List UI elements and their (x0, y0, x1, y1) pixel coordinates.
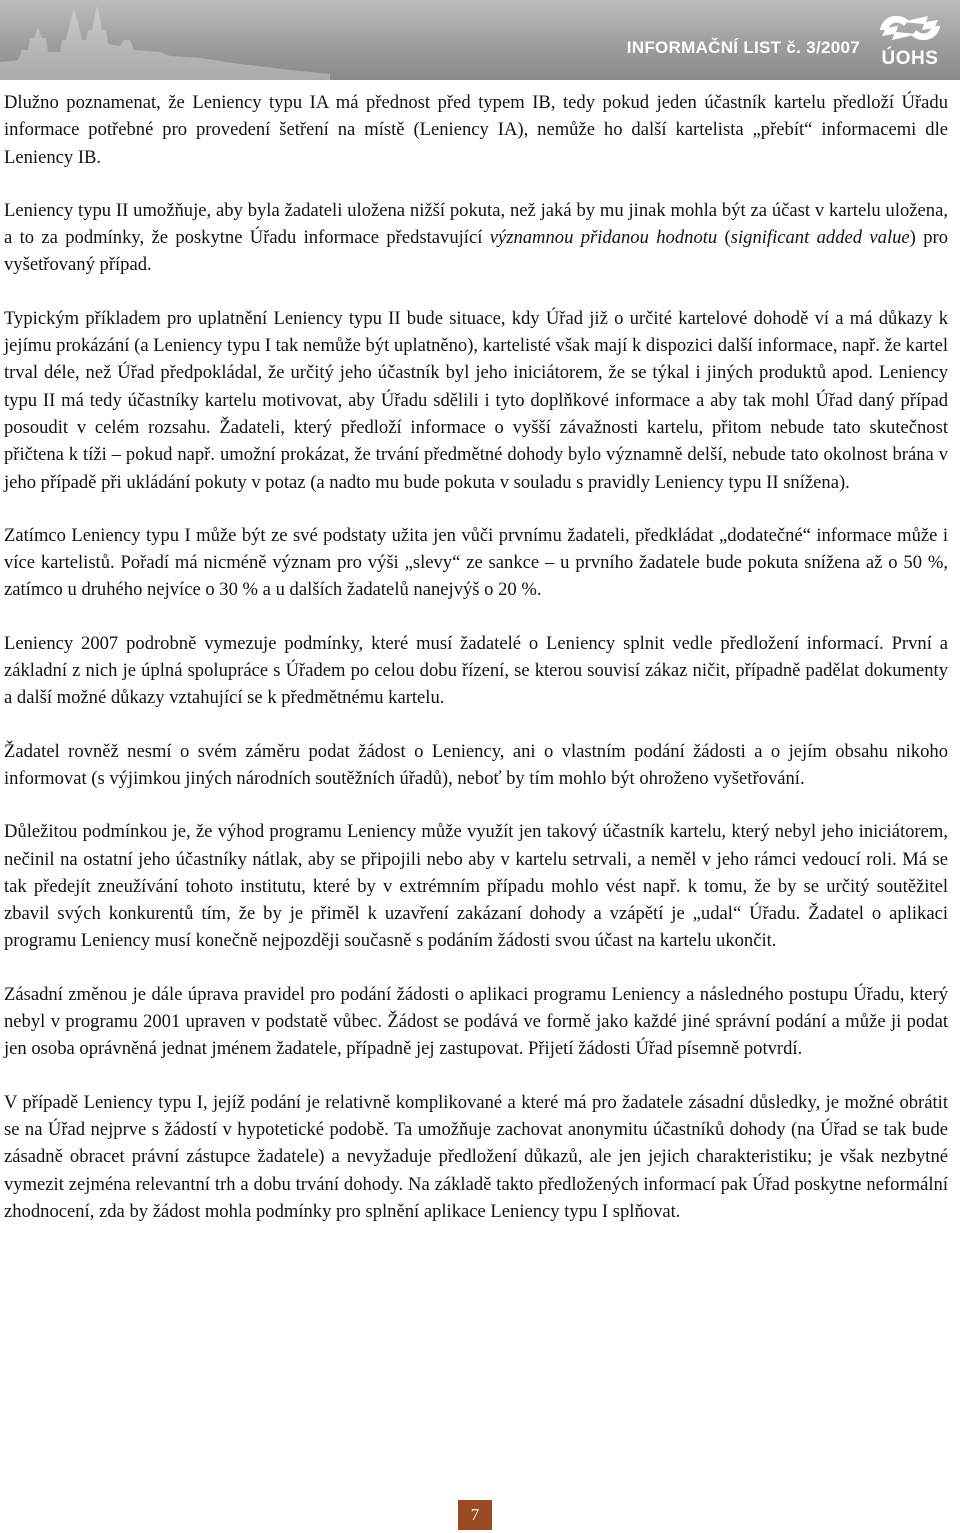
paragraph-8: Zásadní změnou je dále úprava pravidel pro podání žádosti o aplikaci programu Leniency a následného postupu Úřadu, který nebyl v programu 2001 upraven v podstatě vůbec. Žádost se podává ve formě jako každé jiné správní podání a může ji podat jen osoba oprávněná jednat jménem žadatele, případně jej zastupovat. Přijetí žádosti Úřad písemně potvrdí. (4, 983, 948, 1060)
paragraph-2-text-b: ( (717, 227, 731, 249)
uohs-logo (872, 8, 948, 74)
paragraph-1: Dlužno poznamenat, že Leniency typu IA má přednost před typem IB, tedy pokud jeden účastník kartelu předloží Úřadu informace potřebné pro provedení šetření na místě (Leniency IA), nemůže ho další kartelista „přebít“ informacemi dle Leniency IB. (4, 92, 948, 168)
prague-castle-silhouette (0, 0, 330, 80)
page-header (0, 0, 960, 80)
paragraph-2-text-a: Leniency typu II umožňuje, aby byla žadateli uložena nižší pokuta, než jaká by mu jinak mohla být za účast v kartelu uložena, a to za podmínky, že poskytne Úřadu informace představující (4, 199, 948, 249)
paragraph-2-italic-cz: významnou přidanou hodnotu (489, 227, 718, 249)
article-body (4, 89, 948, 1225)
logo-text: ÚOHS (881, 48, 939, 69)
paragraph-5: Leniency 2007 podrobně vymezuje podmínky, které musí žadatelé o Leniency splnit vedle předložení informací. První a základní z nich je úplná spolupráce s Úřadem po celou dobu řízení, se kterou souvisí zákaz ničit, případně padělat dokumenty a další možné důkazy vztahující se k předmětnému kartelu. (4, 632, 948, 709)
paragraph-2-text-c: ) pro vyšetřovaný případ. (4, 227, 948, 276)
paragraph-2 (4, 197, 948, 279)
paragraph-7: Důležitou podmínkou je, že výhod programu Leniency může využít jen takový účastník kartelu, který nebyl jeho iniciátorem, nečinil na ostatní jeho účastníky nátlak, aby se připojili nebo aby v kartelu setrvali, a neměl v jeho rámci vedoucí roli. Má se tak předejít zneužívání tohoto institutu, které by v extrémním případu mohlo vést např. k tomu, že by se určitý soutěžitel zbavil svých konkurentů tím, že by je přiměl k uzavření zakázaní dohody a vzápětí je „udal“ Úřadu. Žadatel o aplikaci programu Leniency musí konečně nejpozději současně s podáním žádosti svou účast na kartelu ukončit. (4, 821, 948, 952)
paragraph-9: V případě Leniency typu I, jejíž podání je relativně komplikované a které má pro žadatele zásadní důsledky, je možné obrátit se na Úřad nejprve s žádostí v hypotetické podobě. Ta umožňuje zachovat anonymitu účastníků dohody (na Úřad se tak bude zásadně obracet právní zástupce žadatele) a nevyžaduje předložení důkazů, ale jen jejich charakteristiku; je však nezbytné vymezit zejména relevantní trh a dobu trvání dohody. Na základě takto předložených informací pak Úřad poskytne neformální zhodnocení, zda by žádost mohla podmínky pro splnění aplikace Leniency typu I splňovat. (4, 1091, 948, 1222)
paragraph-3: Typickým příkladem pro uplatnění Leniency typu II bude situace, kdy Úřad již o určité kartelové dohodě ví a má důkazy k jejímu prokázání (a Leniency typu I tak nemůže být uplatněno), kartelisté však mají k dispozici další informace, např. že kartel trval déle, než Úřad předpokládal, že určitý jeho účastník byl jeho iniciátorem, že se týkal i jiných produktů apod. Leniency typu II má tedy účastníky kartelu motivovat, aby Úřadu sdělili i tyto doplňkové informace a aby tak mohl Úřad daný případ posoudit v celém rozsahu. Žadateli, který předloží informace o vyšší závažnosti kartelu, přitom nebude tato skutečnost přičtena k tíži – pokud např. umožní prokázat, že trvání předmětné dohody bylo významně delší, nebude tato okolnost brána v jeho případě při ukládání pokuty v potaz (a nadto mu bude pokuta v souladu s pravidly Leniency typu II snížena). (4, 307, 948, 493)
page-number: 7 (458, 1500, 492, 1530)
bulletin-title: INFORMAČNÍ LIST č. 3/2007 (626, 38, 860, 57)
paragraph-2-italic-en: significant added value (730, 227, 910, 249)
paragraph-4: Zatímco Leniency typu I může být ze své podstaty užita jen vůči prvnímu žadateli, předkládat „dodatečné“ informace může i více kartelistů. Pořadí má nicméně význam pro výši „slevy“ ze sankce – u prvního žadatele bude pokuta snížena až o 50 %, zatímco u druhého nejvíce o 30 % a u dalších žadatelů nanejvýš o 20 %. (4, 524, 948, 601)
paragraph-6: Žadatel rovněž nesmí o svém záměru podat žádost o Leniency, ani o vlastním podání žádosti a o jejím obsahu nikoho informovat (s výjimkou jiných národních soutěžních úřadů), neboť by tím mohlo být ohroženo vyšetřování. (4, 740, 948, 789)
uohs-emblem-icon (872, 8, 948, 48)
